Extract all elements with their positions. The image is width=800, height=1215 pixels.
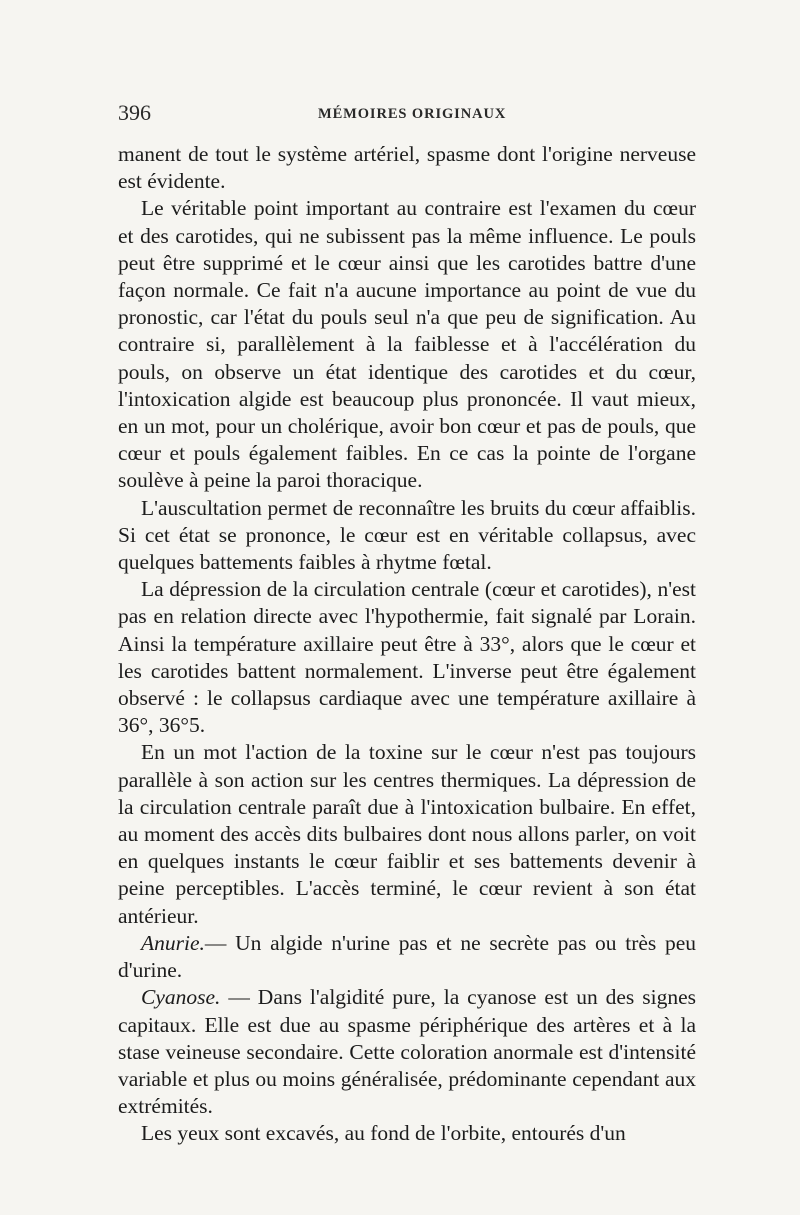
paragraph-cyanose bbox=[118, 984, 696, 1120]
paragraph-text: manent de tout le système artériel, spasme dont l'origine nerveuse est évidente. bbox=[118, 142, 696, 194]
paragraph-text: En un mot l'action de la toxine sur le cœur n'est pas toujours parallèle à son action sur les centres thermiques. La dépression de la circulation centrale paraît due à l'intoxication bulbaire. En effet, au moment des accès dits bulbaires dont nous allons parler, on voit en quelques instants le cœur faiblir et ses battements devenir à peine perceptibles. L'accès terminé, le cœur revient à son état antérieur. bbox=[118, 740, 696, 928]
paragraph bbox=[118, 739, 696, 929]
paragraph-text: Les yeux sont excavés, au fond de l'orbite, entourés d'un bbox=[141, 1121, 626, 1146]
paragraph bbox=[118, 1120, 696, 1147]
paragraph bbox=[118, 576, 696, 739]
body-text bbox=[118, 141, 696, 1148]
paragraph-text: La dépression de la circulation centrale (cœur et carotides), n'est pas en relation directe avec l'hypothermie, fait signalé par Lorain. Ainsi la température axillaire peut être à 33°, alors que le cœur et les carotides battent normalement. L'inverse peut être également observé : le collapsus cardiaque avec une température axillaire à 36°, 36°5. bbox=[118, 577, 696, 738]
paragraph-text: Le véritable point important au contraire est l'examen du cœur et des carotides, qui ne subissent pas la même influence. Le pouls peut être supprimé et le cœur ainsi que les carotides battre d'une façon normale. Ce fait n'a aucune importance au point de vue du pronostic, car l'état du pouls seul n'a que peu de signification. Au contraire si, parallèlement à la faiblesse et à l'accélération du pouls, on observe un état identique des carotides et du cœur, l'intoxication algide est beaucoup plus prononcée. Il vaut mieux, en un mot, pour un cholérique, avoir bon cœur et pas de pouls, que cœur et pouls également faibles. En ce cas la pointe de l'organe soulève à peine la paroi thoracique. bbox=[118, 196, 696, 493]
paragraph bbox=[118, 495, 696, 577]
section-label-anurie: Anurie. bbox=[141, 930, 205, 955]
paragraph-text: — Un algide n'urine pas et ne secrète pas ou très peu d'urine. bbox=[118, 930, 696, 983]
page-number: 396 bbox=[118, 100, 151, 125]
paragraph bbox=[118, 195, 696, 494]
paragraph-continued bbox=[118, 141, 696, 195]
section-label-cyanose: Cyanose. bbox=[141, 985, 221, 1010]
paragraph-anurie bbox=[118, 930, 696, 984]
paragraph-text: L'auscultation permet de reconnaître les bruits du cœur affaiblis. Si cet état se prononce, le cœur est en véritable collapsus, avec quelques battements faibles à rhytme fœtal. bbox=[118, 495, 696, 575]
paragraph-text: — Dans l'algidité pure, la cyanose est un des signes capitaux. Elle est due au spasme périphérique des artères et à la stase veineuse secondaire. Cette coloration anormale est d'intensité variable et plus ou moins généralisée, prédominante cependant aux extrémités. bbox=[118, 985, 696, 1119]
running-title: MÉMOIRES ORIGINAUX bbox=[318, 106, 507, 122]
running-header bbox=[118, 100, 696, 130]
